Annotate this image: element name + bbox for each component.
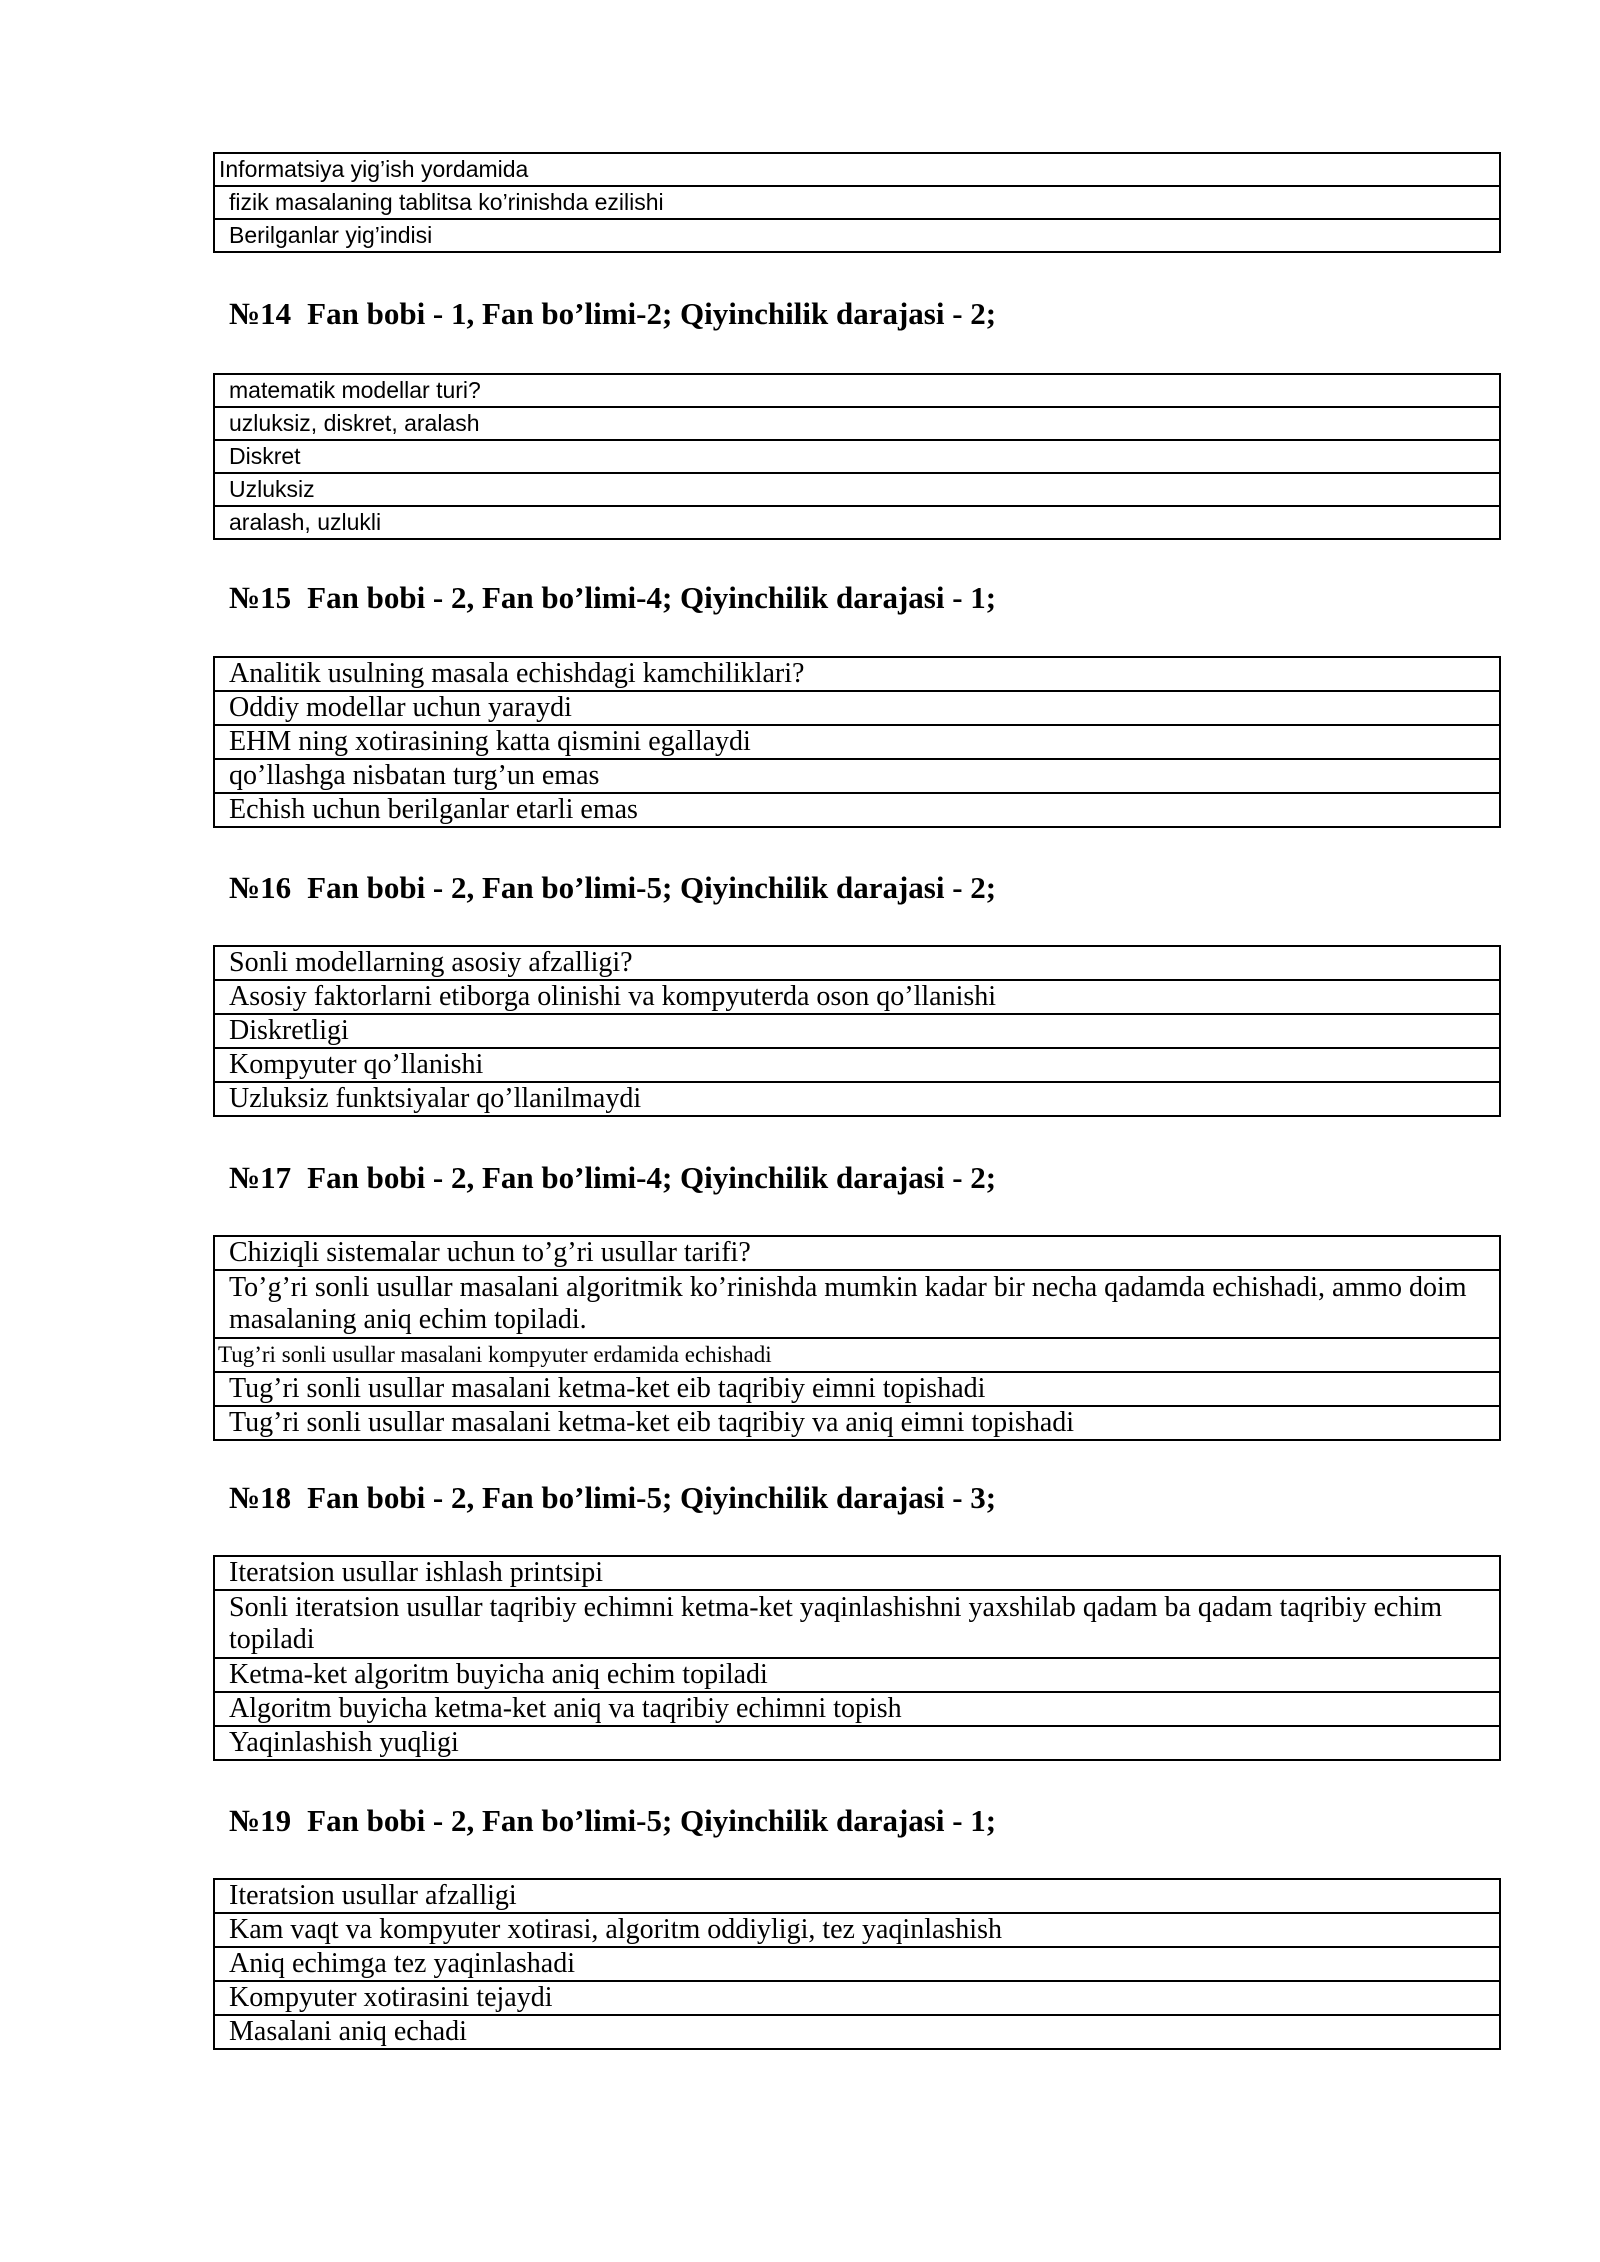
question-row bbox=[214, 1556, 1500, 1590]
answer-row bbox=[214, 1981, 1500, 2015]
question-info: Fan bobi - 2, Fan bo’limi-4; Qiyinchilik darajasi - 1; bbox=[307, 580, 997, 615]
answer-row bbox=[214, 1726, 1500, 1760]
answer-row bbox=[214, 1406, 1500, 1440]
answer-text: Ketma-ket algoritm buyicha aniq echim topiladi bbox=[214, 1658, 1500, 1692]
answer-row bbox=[214, 980, 1500, 1014]
question-heading-14 bbox=[229, 296, 996, 332]
answer-text: qo’llashga nisbatan turg’un emas bbox=[214, 759, 1500, 793]
question-number: №16 bbox=[229, 870, 292, 905]
question-row bbox=[214, 1879, 1500, 1913]
question-text: Iteratsion usullar afzalligi bbox=[214, 1879, 1500, 1913]
question-row bbox=[214, 1236, 1500, 1270]
answer-row bbox=[214, 793, 1500, 827]
question-info: Fan bobi - 2, Fan bo’limi-5; Qiyinchilik darajasi - 2; bbox=[307, 870, 997, 905]
answer-text: EHM ning xotirasining katta qismini egallaydi bbox=[214, 725, 1500, 759]
answer-row bbox=[214, 759, 1500, 793]
question-number: №17 bbox=[229, 1160, 292, 1195]
question-info: Fan bobi - 2, Fan bo’limi-5; Qiyinchilik darajasi - 3; bbox=[307, 1480, 997, 1515]
answer-text: Tug’ri sonli usullar masalani ketma-ket eib taqribiy va aniq eimni topishadi bbox=[214, 1406, 1500, 1440]
table-cell: Berilganlar yig’indisi bbox=[214, 219, 1500, 252]
question-table-16 bbox=[213, 945, 1501, 1117]
answer-row bbox=[214, 506, 1500, 539]
question-heading-19 bbox=[229, 1803, 996, 1839]
question-text: Sonli modellarning asosiy afzalligi? bbox=[214, 946, 1500, 980]
answer-row bbox=[214, 440, 1500, 473]
question-number: №18 bbox=[229, 1480, 292, 1515]
answer-text: Kam vaqt va kompyuter xotirasi, algoritm oddiyligi, tez yaqinlashish bbox=[214, 1913, 1500, 1947]
answer-row bbox=[214, 473, 1500, 506]
question-info: Fan bobi - 1, Fan bo’limi-2; Qiyinchilik darajasi - 2; bbox=[307, 296, 997, 331]
question-text: matematik modellar turi? bbox=[214, 374, 1500, 407]
question-text: Chiziqli sistemalar uchun to’g’ri usullar tarifi? bbox=[214, 1236, 1500, 1270]
answer-text: Algoritm buyicha ketma-ket aniq va taqribiy echimni topish bbox=[214, 1692, 1500, 1726]
question-info: Fan bobi - 2, Fan bo’limi-5; Qiyinchilik darajasi - 1; bbox=[307, 1803, 997, 1838]
answer-text: Kompyuter qo’llanishi bbox=[214, 1048, 1500, 1082]
answer-row bbox=[214, 1338, 1500, 1372]
question-row bbox=[214, 946, 1500, 980]
answer-text: Yaqinlashish yuqligi bbox=[214, 1726, 1500, 1760]
question-heading-16 bbox=[229, 870, 996, 906]
answer-row bbox=[214, 2015, 1500, 2049]
answer-text: Oddiy modellar uchun yaraydi bbox=[214, 691, 1500, 725]
question-table-19 bbox=[213, 1878, 1501, 2050]
question-number: №19 bbox=[229, 1803, 292, 1838]
table-row bbox=[214, 153, 1500, 186]
answer-text: Echish uchun berilganlar etarli emas bbox=[214, 793, 1500, 827]
answer-text: Diskret bbox=[214, 440, 1500, 473]
question-info: Fan bobi - 2, Fan bo’limi-4; Qiyinchilik darajasi - 2; bbox=[307, 1160, 997, 1195]
answer-text: Kompyuter xotirasini tejaydi bbox=[214, 1981, 1500, 2015]
question-row bbox=[214, 657, 1500, 691]
question-row bbox=[214, 374, 1500, 407]
question-heading-15 bbox=[229, 580, 996, 616]
answer-row bbox=[214, 725, 1500, 759]
table-row bbox=[214, 219, 1500, 252]
answer-row bbox=[214, 691, 1500, 725]
answer-row bbox=[214, 1082, 1500, 1116]
table-row bbox=[214, 186, 1500, 219]
answer-text: Aniq echimga tez yaqinlashadi bbox=[214, 1947, 1500, 1981]
question-table-17 bbox=[213, 1235, 1501, 1441]
question-text: Iteratsion usullar ishlash printsipi bbox=[214, 1556, 1500, 1590]
answer-text: Diskretligi bbox=[214, 1014, 1500, 1048]
answer-row bbox=[214, 1692, 1500, 1726]
answer-text: Masalani aniq echadi bbox=[214, 2015, 1500, 2049]
answer-row bbox=[214, 1048, 1500, 1082]
answer-row bbox=[214, 1270, 1500, 1338]
answers-table-continued bbox=[213, 152, 1501, 253]
question-table-14 bbox=[213, 373, 1501, 540]
table-cell: Informatsiya yig’ish yordamida bbox=[214, 153, 1500, 186]
answer-row bbox=[214, 407, 1500, 440]
answer-text: Sonli iteratsion usullar taqribiy echimni ketma-ket yaqinlashishni yaxshilab qadam ba qadam taqribiy echim topiladi bbox=[214, 1590, 1500, 1658]
answer-row bbox=[214, 1658, 1500, 1692]
answer-row bbox=[214, 1590, 1500, 1658]
question-number: №14 bbox=[229, 296, 292, 331]
answer-text: Asosiy faktorlarni etiborga olinishi va kompyuterda oson qo’llanishi bbox=[214, 980, 1500, 1014]
question-table-18 bbox=[213, 1555, 1501, 1761]
question-heading-18 bbox=[229, 1480, 996, 1516]
answer-row bbox=[214, 1014, 1500, 1048]
answer-text: Uzluksiz bbox=[214, 473, 1500, 506]
question-number: №15 bbox=[229, 580, 292, 615]
question-heading-17 bbox=[229, 1160, 996, 1196]
answer-row bbox=[214, 1947, 1500, 1981]
answer-text: To’g’ri sonli usullar masalani algoritmik ko’rinishda mumkin kadar bir necha qadamda echishadi, ammo doim masalaning aniq echim topiladi. bbox=[214, 1270, 1500, 1338]
question-table-15 bbox=[213, 656, 1501, 828]
question-text: Analitik usulning masala echishdagi kamchiliklari? bbox=[214, 657, 1500, 691]
answer-text: Tug’ri sonli usullar masalani ketma-ket eib taqribiy eimni topishadi bbox=[214, 1372, 1500, 1406]
table-cell: fizik masalaning tablitsa ko’rinishda ezilishi bbox=[214, 186, 1500, 219]
answer-text: Uzluksiz funktsiyalar qo’llanilmaydi bbox=[214, 1082, 1500, 1116]
answer-row bbox=[214, 1372, 1500, 1406]
answer-text: Tug’ri sonli usullar masalani kompyuter erdamida echishadi bbox=[214, 1338, 1500, 1372]
answer-row bbox=[214, 1913, 1500, 1947]
answer-text: uzluksiz, diskret, aralash bbox=[214, 407, 1500, 440]
answer-text: aralash, uzlukli bbox=[214, 506, 1500, 539]
